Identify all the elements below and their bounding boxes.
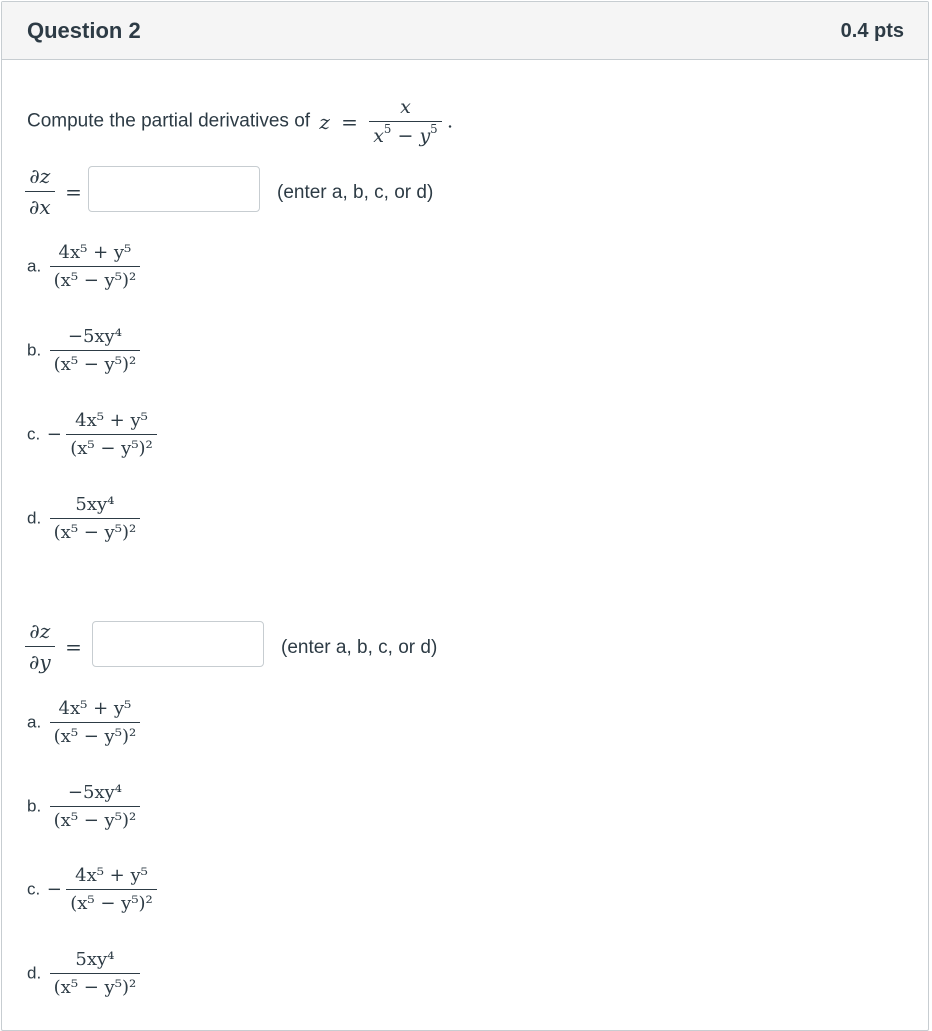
option-denominator: (x⁵ − y⁵)² — [66, 889, 157, 914]
partial-z: z — [39, 619, 51, 643]
option-numerator: 4x⁵ + y⁵ — [75, 410, 148, 431]
option-denominator: (x⁵ − y⁵)² — [66, 434, 157, 459]
prompt-den-minus: − — [397, 125, 414, 147]
partial-symbol: ∂ — [29, 164, 40, 188]
option-numerator: 4x⁵ + y⁵ — [58, 698, 132, 719]
prompt-numerator: x — [400, 96, 411, 118]
prompt-den-y: y — [419, 125, 431, 147]
option-fraction — [50, 494, 141, 543]
prompt-den-y-exp: 5 — [430, 121, 438, 136]
partial-dzdx-top — [25, 164, 54, 191]
equals-sign: = — [65, 634, 82, 659]
option-letter: c. — [27, 424, 41, 444]
option-fraction — [50, 949, 141, 998]
prompt-den-x: x — [373, 125, 384, 147]
option-b-dzdy — [27, 782, 140, 831]
option-denominator: (x⁵ − y⁵)² — [50, 518, 141, 543]
option-fraction — [50, 326, 141, 375]
option-fraction — [50, 242, 141, 291]
option-letter: d. — [27, 963, 42, 983]
option-letter: a. — [27, 256, 42, 276]
prompt-z: z — [319, 109, 330, 134]
prompt-fraction — [369, 96, 441, 147]
partial-symbol: ∂ — [29, 195, 40, 219]
option-denominator: (x⁵ − y⁵)² — [50, 973, 141, 998]
option-numerator: −5xy⁴ — [67, 326, 122, 347]
partial-dzdx-bottom — [25, 191, 55, 219]
option-letter: d. — [27, 508, 42, 528]
partial-dzdy-top — [25, 619, 54, 646]
prompt-text: Compute the partial derivatives of — [27, 110, 311, 132]
option-fraction — [50, 782, 141, 831]
partial-var: x — [39, 195, 51, 219]
option-denominator: (x⁵ − y⁵)² — [50, 350, 141, 375]
question-title: Question 2 — [27, 18, 141, 43]
option-fraction — [50, 698, 141, 747]
prompt-equals: = — [341, 109, 358, 134]
partial-dzdy-label — [25, 619, 82, 674]
option-numerator: −5xy⁴ — [67, 782, 122, 803]
option-fraction — [66, 865, 157, 914]
option-d-dzdy — [27, 949, 140, 998]
question-prompt — [27, 96, 453, 147]
option-numerator: 5xy⁴ — [75, 494, 115, 515]
partial-z: z — [39, 164, 51, 188]
question-header — [2, 2, 928, 60]
option-denominator: (x⁵ − y⁵)² — [50, 722, 141, 747]
partial-dzdy-bottom — [25, 646, 55, 674]
option-letter: b. — [27, 340, 42, 360]
option-b-dzdx — [27, 326, 140, 375]
option-c-dzdy — [27, 865, 157, 914]
option-numerator: 5xy⁴ — [75, 949, 115, 970]
option-sign: − — [46, 424, 62, 445]
partial-dzdy-fraction — [25, 619, 55, 674]
option-letter: b. — [27, 796, 42, 816]
option-fraction — [66, 410, 157, 459]
option-denominator: (x⁵ − y⁵)² — [50, 266, 141, 291]
option-d-dzdx — [27, 494, 140, 543]
prompt-den-x-exp: 5 — [383, 121, 392, 136]
option-a-dzdx — [27, 242, 140, 291]
answer-hint-dzdx: (enter a, b, c, or d) — [277, 182, 434, 203]
partial-dzdx-label — [25, 164, 82, 219]
answer-input-dzdx[interactable] — [88, 166, 260, 212]
prompt-period: . — [446, 110, 453, 133]
option-numerator: 4x⁵ + y⁵ — [75, 865, 148, 886]
answer-hint-dzdy: (enter a, b, c, or d) — [281, 637, 438, 658]
partial-var: y — [39, 650, 51, 674]
option-a-dzdy — [27, 698, 140, 747]
prompt-denominator — [369, 121, 441, 147]
option-letter: a. — [27, 712, 42, 732]
answer-input-dzdy[interactable] — [92, 621, 264, 667]
option-c-dzdx — [27, 410, 157, 459]
option-letter: c. — [27, 879, 41, 899]
partial-symbol: ∂ — [29, 650, 40, 674]
partial-symbol: ∂ — [29, 619, 40, 643]
partial-dzdx-fraction — [25, 164, 55, 219]
option-numerator: 4x⁵ + y⁵ — [58, 242, 132, 263]
equals-sign: = — [65, 179, 82, 204]
question-points: 0.4 pts — [840, 20, 904, 42]
option-denominator: (x⁵ − y⁵)² — [50, 806, 141, 831]
option-sign: − — [46, 879, 62, 900]
